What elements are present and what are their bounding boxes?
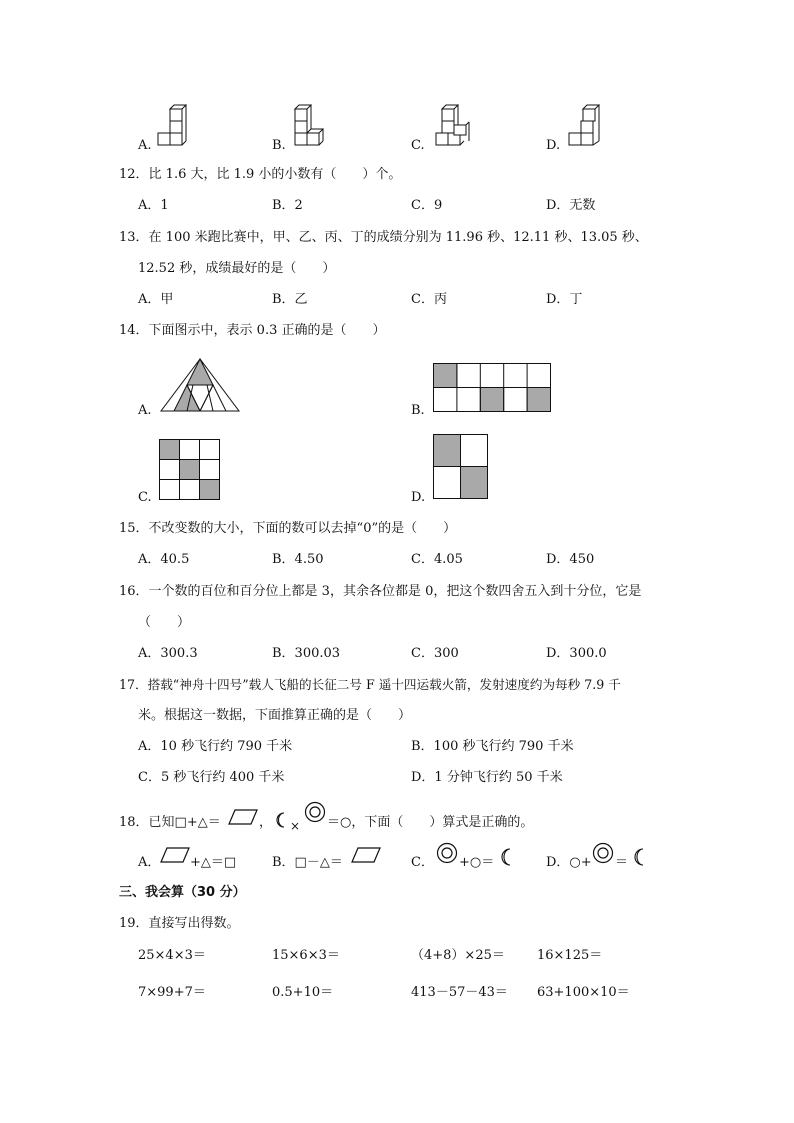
grid-2x5-figure [433, 363, 553, 413]
q17-stem-line2: 米。根据这一数据，下面推算正确的是（ ） [138, 708, 412, 723]
q17-option-d: D．1 分钟飞行约 50 千米 [411, 770, 563, 785]
parallelogram-icon [160, 846, 190, 864]
cube-figure-c [433, 100, 477, 148]
q16-stem-line1: 16．一个数的百位和百分位上都是 3，其余各位都是 0，把这个数四舍五入到十分位，它是 [119, 584, 642, 599]
q18-stem-prefix: 18．已知□+△＝ [119, 815, 221, 830]
q14-option-b-label: B. [411, 403, 425, 418]
q16-option-a: A．300.3 [138, 646, 198, 661]
q19-expr: 63+100×10＝ [537, 985, 630, 1000]
q18-times: × [290, 819, 301, 833]
q17-option-b: B．100 秒飞行约 790 千米 [411, 739, 574, 754]
q18-option-c-tail: +○＝ [459, 855, 495, 870]
q16-option-c: C．300 [411, 646, 459, 661]
grid-3x3-figure [159, 439, 221, 501]
cube-figure-d [566, 100, 606, 148]
q14-option-c-label: C. [138, 490, 152, 505]
q19-expr: 413－57－43＝ [411, 985, 508, 1000]
q19-expr: 16×125＝ [537, 948, 603, 963]
q17-option-a: A．10 秒飞行约 790 千米 [138, 739, 293, 754]
q16-stem-line2: （ ） [138, 615, 191, 630]
q13-option-a: A．甲 [138, 292, 174, 307]
q18-option-d-label: D．○+ [546, 855, 592, 870]
parallelogram-icon [228, 808, 258, 826]
q11-option-c-label: C. [411, 138, 425, 153]
grid-2x2-figure [433, 434, 489, 500]
q11-option-d-label: D. [546, 138, 561, 153]
q18-option-a-tail: +△＝□ [190, 855, 237, 870]
q16-option-d: D．300.0 [546, 646, 607, 661]
crescent-moon-icon [633, 848, 647, 866]
q13-option-c: C．丙 [411, 292, 447, 307]
q19-expr: 7×99+7＝ [138, 985, 206, 1000]
q11-option-a-label: A. [138, 138, 152, 153]
q18-option-d-tail: ＝ [615, 855, 629, 870]
q13-stem-line2: 12.52 秒，成绩最好的是（ ） [138, 261, 336, 276]
double-circle-icon [436, 842, 458, 864]
q17-option-c: C．5 秒飞行约 400 千米 [138, 770, 285, 785]
q13-option-d: D．丁 [546, 292, 583, 307]
q18-comma: ， [259, 815, 273, 830]
q18-option-a-label: A． [138, 855, 161, 870]
q12-option-c: C．9 [411, 198, 443, 213]
triangle-figure [160, 357, 240, 413]
q14-stem: 14．下面图示中，表示 0.3 正确的是（ ） [119, 323, 386, 338]
q18-option-b-label: B．□－△＝ [272, 855, 343, 870]
q12-option-a: A．1 [138, 198, 169, 213]
q15-stem: 15．不改变数的大小，下面的数可以去掉“0”的是（ ） [119, 521, 457, 536]
parallelogram-icon [351, 846, 381, 864]
q14-option-d-label: D. [411, 490, 426, 505]
double-circle-icon [592, 842, 614, 864]
q11-option-b-label: B. [272, 138, 286, 153]
q19-expr: 15×6×3＝ [272, 948, 340, 963]
q12-option-d: D．无数 [546, 198, 596, 213]
q15-option-c: C．4.05 [411, 552, 463, 567]
q12-option-b: B．2 [272, 198, 303, 213]
q15-option-b: B．4.50 [272, 552, 324, 567]
q19-expr: 25×4×3＝ [138, 948, 206, 963]
q19-expr: 0.5+10＝ [272, 985, 334, 1000]
crescent-moon-icon [275, 812, 289, 828]
double-circle-icon [304, 801, 326, 823]
cube-figure-a [155, 100, 195, 148]
q15-option-a: A．40.5 [138, 552, 190, 567]
crescent-moon-icon [500, 848, 514, 866]
q14-option-a-label: A. [138, 403, 152, 418]
cube-figure-b [290, 100, 330, 148]
q18-stem-suffix: ＝○，下面（ ）算式是正确的。 [327, 815, 534, 830]
q17-stem-line1: 17．搭载“神舟十四号”载人飞船的长征二号 F 遥十四运载火箭，发射速度约为每秒 7.9 千 [119, 677, 621, 692]
q19-stem: 19．直接写出得数。 [119, 916, 240, 931]
q13-option-b: B．乙 [272, 292, 308, 307]
section-3-title: 三、我会算（30 分） [119, 885, 246, 900]
q15-option-d: D．450 [546, 552, 595, 567]
q16-option-b: B．300.03 [272, 646, 341, 661]
q19-expr: （4+8）×25＝ [411, 948, 505, 963]
q12-stem: 12．比 1.6 大，比 1.9 小的小数有（ ）个。 [119, 167, 402, 182]
q18-option-c-label: C． [411, 855, 434, 870]
q13-stem-line1: 13．在 100 米跑比赛中，甲、乙、丙、丁的成绩分别为 11.96 秒、12.11 秒、13.05 秒、 [119, 230, 648, 245]
